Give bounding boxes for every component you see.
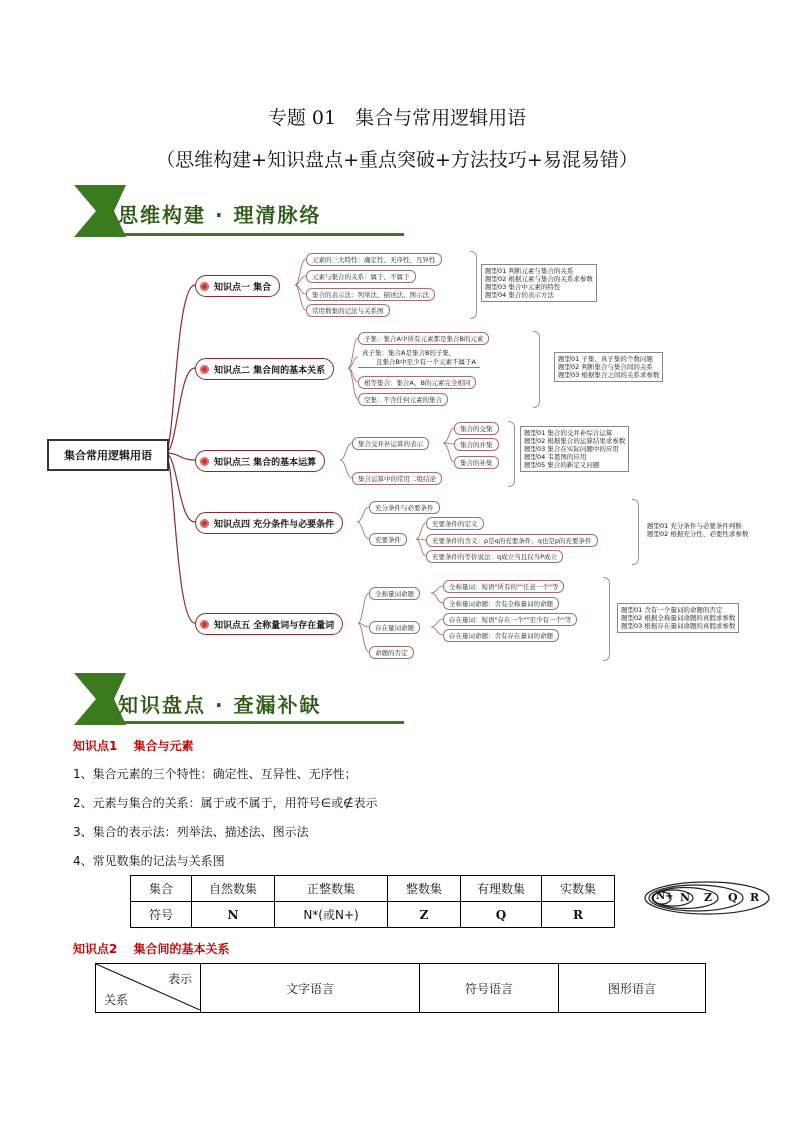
table-row: [131, 876, 615, 902]
kp2-leaf: 相等集合：集合A、B的元素完全相同: [358, 376, 476, 389]
question-item: 题型01 含有一个量词的命题的否定: [621, 606, 723, 614]
question-item: 题型03 集合在实际问题中的应用: [524, 445, 619, 453]
table-cell: N: [192, 902, 275, 928]
paragraph: 4、常见数集的记法与关系图: [73, 854, 225, 868]
venn-label: N+: [656, 891, 674, 902]
kp1-leaf: 元素与集合的关系：属于、不属于: [306, 270, 416, 283]
table-cell: 自然数集: [192, 876, 275, 902]
kp4-leaf: 充分条件与必要条件: [369, 501, 440, 514]
brace: [508, 421, 515, 487]
kp5-leaf: 存在量词命题: [369, 621, 420, 634]
bullet-icon: [200, 365, 209, 374]
kp3-label: 知识点三 集合的基本运算: [214, 457, 317, 468]
corner-bottom: 关系: [104, 993, 129, 1007]
paragraph: 3、集合的表示法：列举法、描述法、图示法: [73, 825, 309, 839]
table-corner-cell: [96, 964, 201, 1013]
kp2-leaf: [358, 349, 480, 368]
corner-top: 表示: [167, 972, 192, 986]
question-item: 题型02 根据元素与集合的关系求参数: [485, 275, 593, 283]
mindmap-kp2: [195, 358, 334, 380]
kp2-questions: [554, 352, 663, 382]
table-cell: 文字语言: [201, 964, 420, 1013]
kp2-leaf: 子集：集合A中所有元素都是集合B的元素: [358, 332, 489, 345]
bullet-icon: [200, 457, 209, 466]
kp3-leaf: 集合交并补运算的表示: [352, 437, 429, 450]
kp5-sub: 全称量词命题：含有全称量词的命题: [443, 597, 559, 610]
section-banner-knowledge: [74, 673, 404, 725]
kp5-leaf: 全称量词命题: [369, 587, 420, 600]
kp2-leaf: 空集：不含任何元素的集合: [358, 393, 448, 406]
kp4-label: 知识点四 充分条件与必要条件: [214, 519, 335, 530]
question-item: 题型02 根据全称量词命题的真假求参数: [621, 614, 736, 622]
kp3-leaf: 集合运算中的常用二级结论: [352, 472, 442, 485]
kp5-sub: 全称量词：短语"所有的""任意一个"等: [443, 580, 564, 593]
kp1-leaf: 元素的三大特性：确定性、无序性、互异性: [306, 253, 442, 266]
mindmap-root: 集合常用逻辑用语: [47, 439, 169, 471]
table-cell: 图形语言: [559, 964, 706, 1013]
bullet-icon: [200, 620, 209, 629]
kp5-sub: 存在量词：短语"存在一个""至少有一个"等: [443, 613, 577, 626]
kp5-questions: [617, 603, 739, 633]
mindmap-kp4: [195, 512, 343, 534]
kp3-op: 集合的并集: [454, 438, 499, 451]
question-item: 题型02 判断集合与集合间的关系: [558, 363, 653, 371]
question-item: 题型02 根据充分性、必要性求参数: [647, 530, 749, 538]
question-item: 题型01 子集、真子集的个数问题: [558, 355, 653, 363]
kp4-sub: 充要条件的等价说法：q成立当且仅当P成立: [426, 550, 563, 563]
page-title: 专题 01 集合与常用逻辑用语: [267, 107, 527, 129]
question-item: 题型01 充分条件与必要条件判断: [647, 522, 742, 530]
table-cell: R: [542, 902, 615, 928]
question-item: 题型01 判断元素与集合的关系: [485, 267, 574, 275]
venn-label: N: [680, 891, 691, 904]
kp3-op: 集合的交集: [454, 422, 499, 435]
paragraph: 2、元素与集合的关系：属于或不属于，用符号∈或∉表示: [73, 796, 378, 810]
table-cell: N*(或N+): [275, 902, 388, 928]
question-item: 题型01 集合的交并补综合运算: [524, 429, 613, 437]
brace: [470, 251, 477, 319]
table-cell: 符号: [131, 902, 192, 928]
kp1-label: 知识点一 集合: [214, 282, 272, 293]
kp1-leaf: 集合的表示法：列举法、描述法、图示法: [306, 288, 435, 301]
section-banner-mindmap: [74, 185, 404, 237]
kp1-leaf: 常用数集的记法与关系图: [306, 304, 390, 317]
mindmap-kp5: [195, 613, 343, 635]
table-cell: 正整数集: [275, 876, 388, 902]
question-item: 题型05 集合的新定义问题: [524, 461, 600, 469]
table-cell: 有理数集: [461, 876, 542, 902]
section-heading: 知识点1 集合与元素: [73, 739, 194, 753]
question-item: 题型02 根据集合的运算结果求参数: [524, 437, 626, 445]
kp5-label: 知识点五 全称量词与存在量词: [214, 620, 335, 631]
bullet-icon: [200, 282, 209, 291]
kp4-questions: [644, 520, 751, 540]
question-item: 题型03 根据存在量词命题的真假求参数: [621, 622, 736, 630]
paragraph: 1、集合元素的三个特性：确定性、互异性、无序性；: [73, 767, 357, 781]
mindmap-kp1: [195, 275, 280, 297]
question-item: 题型04 集合的表示方法: [485, 291, 554, 299]
kp4-sub: 充要条件的含义：p是q的充要条件，q也是p的充要条件: [426, 534, 598, 547]
banner-title: 思维构建 · 理清脉络: [118, 203, 322, 227]
bullet-icon: [200, 519, 209, 528]
number-set-table: [130, 875, 615, 928]
number-set-venn-diagram: [642, 879, 772, 917]
section-heading: 知识点2 集合间的基本关系: [73, 942, 230, 956]
kp3-op: 集合的补集: [454, 456, 499, 469]
table-cell: 整数集: [388, 876, 461, 902]
table-cell: Z: [388, 902, 461, 928]
table-cell: 符号语言: [420, 964, 559, 1013]
leaf-line: 且集合B中至少有一个元素不属于A: [376, 358, 476, 366]
question-item: 题型03 根据集合之间的关系求参数: [558, 371, 660, 379]
kp5-leaf: 命题的否定: [369, 646, 414, 659]
venn-label: Q: [728, 891, 738, 904]
kp5-sub: 存在量词命题：含有存在量词的命题: [443, 629, 559, 642]
brace: [632, 499, 639, 565]
banner-title: 知识盘点 · 查漏补缺: [118, 693, 322, 717]
page-subtitle: （思维构建+知识盘点+重点突破+方法技巧+易混易错）: [156, 149, 638, 171]
kp4-sub: 充要条件的定义: [426, 517, 484, 530]
kp3-questions: [520, 426, 629, 472]
set-relation-table: [95, 963, 706, 1013]
table-cell: 实数集: [542, 876, 615, 902]
question-item: 题型03 集合中元素的特性: [485, 283, 561, 291]
table-row: [131, 902, 615, 928]
brace: [603, 577, 610, 661]
kp1-questions: [481, 264, 597, 302]
table-cell: Q: [461, 902, 542, 928]
question-item: 题型04 韦恩图的应用: [524, 453, 587, 461]
table-cell: 集合: [131, 876, 192, 902]
table-row: [96, 964, 706, 1013]
venn-label: Z: [704, 891, 713, 904]
kp2-label: 知识点二 集合间的基本关系: [214, 365, 326, 376]
leaf-line: 真子集：集合A是集合B的子集，: [362, 349, 456, 357]
mindmap-kp3: [195, 450, 325, 472]
brace: [533, 331, 540, 408]
venn-label: R: [750, 891, 760, 904]
kp4-leaf: 充要条件: [369, 533, 407, 546]
